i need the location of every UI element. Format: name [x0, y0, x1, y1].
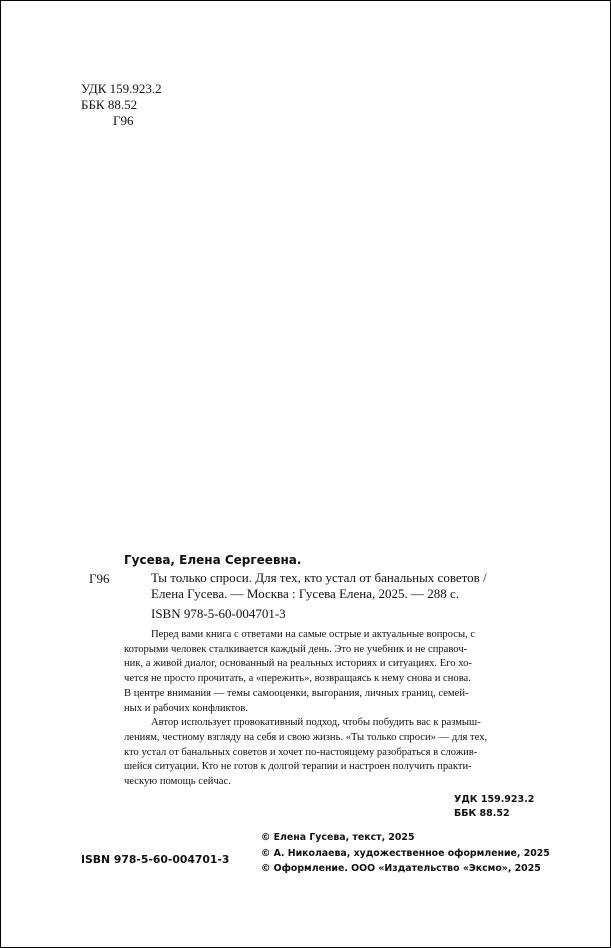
- bibliographic-record: [124, 552, 535, 821]
- isbn: ISBN 978-5-60-004701-3: [81, 853, 230, 866]
- annotation-line: ческую помощь сейчас.: [124, 776, 231, 788]
- annotation-line: лениям, честному взгляду на себя и свою жизнь. «Ты только спроси» — для тех,: [124, 731, 488, 743]
- copyright-line: © Елена Гусева, текст, 2025: [261, 832, 415, 843]
- description-line: Елена Гусева. — Москва : Гусева Елена, 2025. — 288 с.: [151, 586, 460, 601]
- author-mark: Г96: [113, 113, 134, 128]
- record-isbn: ISBN 978-5-60-004701-3: [151, 606, 286, 621]
- copyright-line: © Оформление. ООО «Издательство «Эксмо», 2025: [261, 863, 541, 874]
- author-heading: Гусева, Елена Сергеевна.: [124, 553, 302, 567]
- annotation-line: В центре внимания — темы самооценки, выгорания, личных границ, семей-: [124, 687, 469, 699]
- bottom-classification: [124, 793, 535, 821]
- annotation-line: чется не просто прочитать, а «пережить», возвращаясь к нему снова и снова.: [124, 673, 471, 685]
- margin-author-mark: Г96: [89, 571, 110, 586]
- udk-code: УДК 159.923.2: [454, 793, 535, 805]
- annotation-line: Автор использует провокативный подход, чтобы побудить вас к размыш-: [151, 717, 481, 729]
- annotation-line: шейся ситуации. Кто не готов к долгой терапии и настроен получить практи-: [124, 761, 472, 773]
- udk-code: УДК 159.923.2: [81, 81, 162, 96]
- annotation-line: Перед вами книга с ответами на самые острые и актуальные вопросы, с: [151, 629, 476, 640]
- bbk-code: ББК 88.52: [454, 807, 510, 819]
- annotation-line: которыми человек сталкивается каждый день. Это не учебник и не справоч-: [124, 643, 468, 655]
- annotation-line: ных и рабочих конфликтов.: [124, 702, 248, 714]
- copyright-block: [261, 830, 550, 877]
- title-description: [124, 570, 530, 602]
- copyright-line: © А. Николаева, художественное оформление, 2025: [261, 847, 550, 859]
- annotation-line: ник, а живой диалог, основанный на реальных историях и ситуациях. Его хо-: [124, 658, 472, 670]
- annotation-line: кто устал от банальных советов и хочет по-настоящему разобраться в сложив-: [124, 746, 478, 758]
- classification-block: [81, 81, 162, 129]
- bbk-code: ББК 88.52: [81, 97, 138, 112]
- annotation: [124, 628, 530, 790]
- description-line: Ты только спроси. Для тех, кто устал от банальных советов /: [151, 570, 487, 585]
